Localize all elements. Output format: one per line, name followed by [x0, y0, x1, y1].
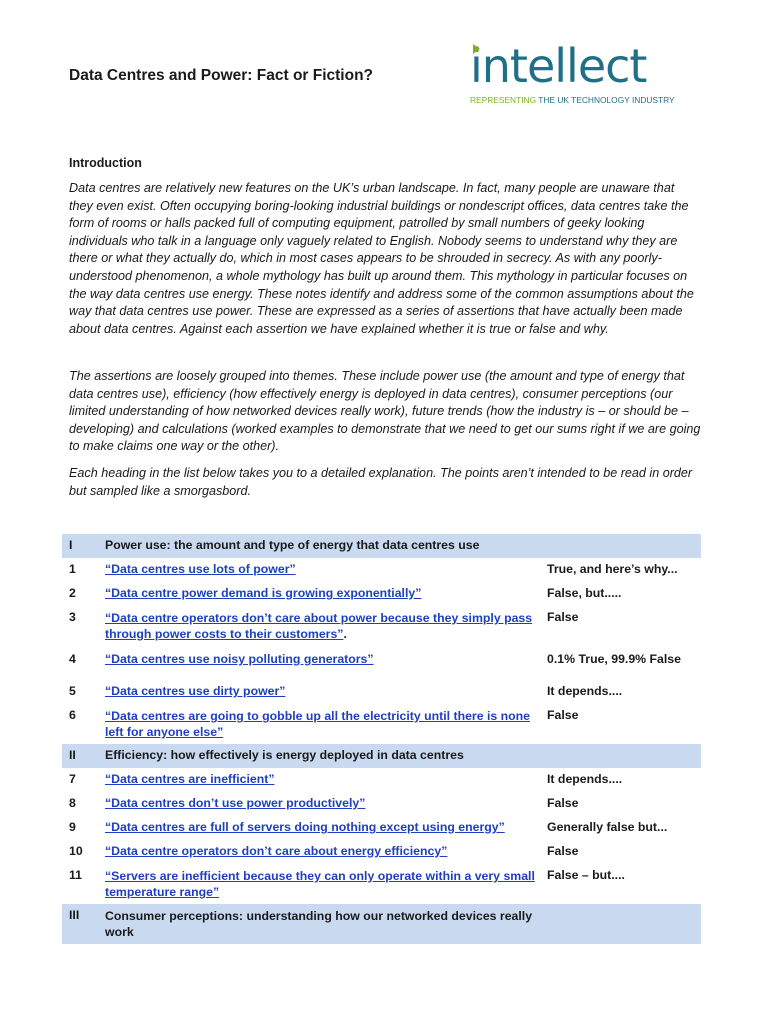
table-row — [62, 582, 701, 606]
logo-tagline-highlight: REPRESENTING — [470, 95, 537, 105]
assertions-table — [62, 534, 701, 944]
item-number: 7 — [69, 772, 76, 786]
table-row — [62, 816, 701, 840]
table-row — [62, 606, 701, 646]
assertion-link[interactable]: “Data centres are inefficient” — [105, 772, 275, 786]
logo-wordmark: intellect — [470, 39, 647, 93]
table-row — [62, 558, 701, 582]
section-numeral: II — [62, 744, 105, 768]
section-row — [62, 744, 701, 768]
assertion-link[interactable]: “Data centres are full of servers doing nothing except using energy” — [105, 820, 505, 834]
table-row — [62, 768, 701, 792]
logo-leaf-icon — [473, 44, 480, 54]
verdict: False — [547, 708, 579, 722]
section-title: Consumer perceptions: understanding how our networked devices really work — [105, 909, 533, 939]
section-title: Power use: the amount and type of energy that data centres use — [105, 534, 701, 558]
assertion-link[interactable]: “Data centre operators don’t care about power because they simply pass through power costs to their customers” — [105, 611, 533, 641]
verdict: False – but.... — [547, 868, 625, 882]
verdict: False, but..... — [547, 586, 622, 600]
table-row — [62, 864, 701, 904]
item-number: 9 — [69, 820, 76, 834]
section-title: Efficiency: how effectively is energy deployed in data centres — [105, 744, 701, 768]
intro-paragraph: Data centres are relatively new features on the UK’s urban landscape. In fact, many people are unaware that they even exist. Often occupying boring-looking industrial buildings or nondescript offices, data centres take the form of rooms or halls packed full of computing equipment, patrolled by small numbers of geeky looking individuals who talk in a language only vaguely related to English. Nobody seems to understand why they are there or what they actually do, which in most cases appears to be shrouded in secrecy. As with any poorly-understood phenomenon, a whole mythology has built up around them. This mythology in particular focuses on the way data centres use energy. These notes identify and address some of the common assumptions about the way that data centres use power. These are expressed as a series of assertions that have actually been made about data centres. Against each assertion we have explained whether it is true or false and why. — [69, 181, 694, 336]
section-numeral: I — [62, 534, 105, 558]
item-number: 11 — [69, 868, 82, 882]
section-row — [62, 904, 701, 944]
document-title: Data Centres and Power: Fact or Fiction? — [69, 67, 374, 84]
table-row — [62, 792, 701, 816]
logo-tagline — [470, 95, 675, 105]
assertion-link[interactable]: “Data centres use lots of power” — [105, 562, 296, 576]
item-number: 3 — [69, 610, 76, 624]
intro-heading: Introduction — [69, 156, 142, 170]
table-row — [62, 680, 701, 704]
section-numeral: III — [62, 904, 105, 944]
item-number: 4 — [69, 652, 76, 666]
item-number: 6 — [69, 708, 76, 722]
verdict: False — [547, 844, 579, 858]
verdict: It depends.... — [547, 684, 623, 698]
intro-paragraph: Each heading in the list below takes you to a detailed explanation. The points aren’t intended to be read in order but sampled like a smorgasbord. — [69, 466, 693, 498]
intro-paragraph: The assertions are loosely grouped into themes. These include power use (the amount and type of energy that data centres use), efficiency (how effectively energy is deployed in data centres), consumer perceptions (our limited understanding of how networked devices really work), future trends (how the industry is – or should be – developing) and calculations (worked examples to demonstrate that we need to get our sums right if we are going to make claims one way or the other). — [69, 369, 701, 454]
assertion-link[interactable]: “Data centres use noisy polluting generators” — [105, 652, 374, 666]
assertion-link[interactable]: “Data centre operators don’t care about energy efficiency” — [105, 844, 448, 858]
item-number: 8 — [69, 796, 76, 810]
assertion-trailing: . — [343, 627, 347, 641]
assertion-link[interactable]: “Data centre power demand is growing exponentially” — [105, 586, 422, 600]
verdict: False — [547, 796, 579, 810]
logo-tagline-rest: THE UK TECHNOLOGY INDUSTRY — [536, 95, 675, 105]
section-row — [62, 534, 701, 558]
verdict: False — [547, 610, 579, 624]
assertion-link[interactable]: “Data centres use dirty power” — [105, 684, 286, 698]
verdict: Generally false but... — [547, 820, 668, 834]
assertion-link[interactable]: “Servers are inefficient because they can only operate within a very small temperature range” — [105, 869, 535, 899]
item-number: 1 — [69, 562, 76, 576]
item-number: 5 — [69, 684, 76, 698]
table-row — [62, 704, 701, 744]
item-number: 2 — [69, 586, 76, 600]
table-row — [62, 646, 701, 680]
table-row — [62, 840, 701, 864]
verdict: True, and here’s why... — [547, 562, 678, 576]
intellect-logo — [452, 40, 676, 112]
verdict: It depends.... — [547, 772, 623, 786]
verdict: 0.1% True, 99.9% False — [547, 652, 681, 666]
item-number: 10 — [69, 844, 83, 858]
assertion-link[interactable]: “Data centres are going to gobble up all the electricity until there is none left for anyone else” — [105, 709, 531, 739]
assertion-link[interactable]: “Data centres don’t use power productively” — [105, 796, 366, 810]
